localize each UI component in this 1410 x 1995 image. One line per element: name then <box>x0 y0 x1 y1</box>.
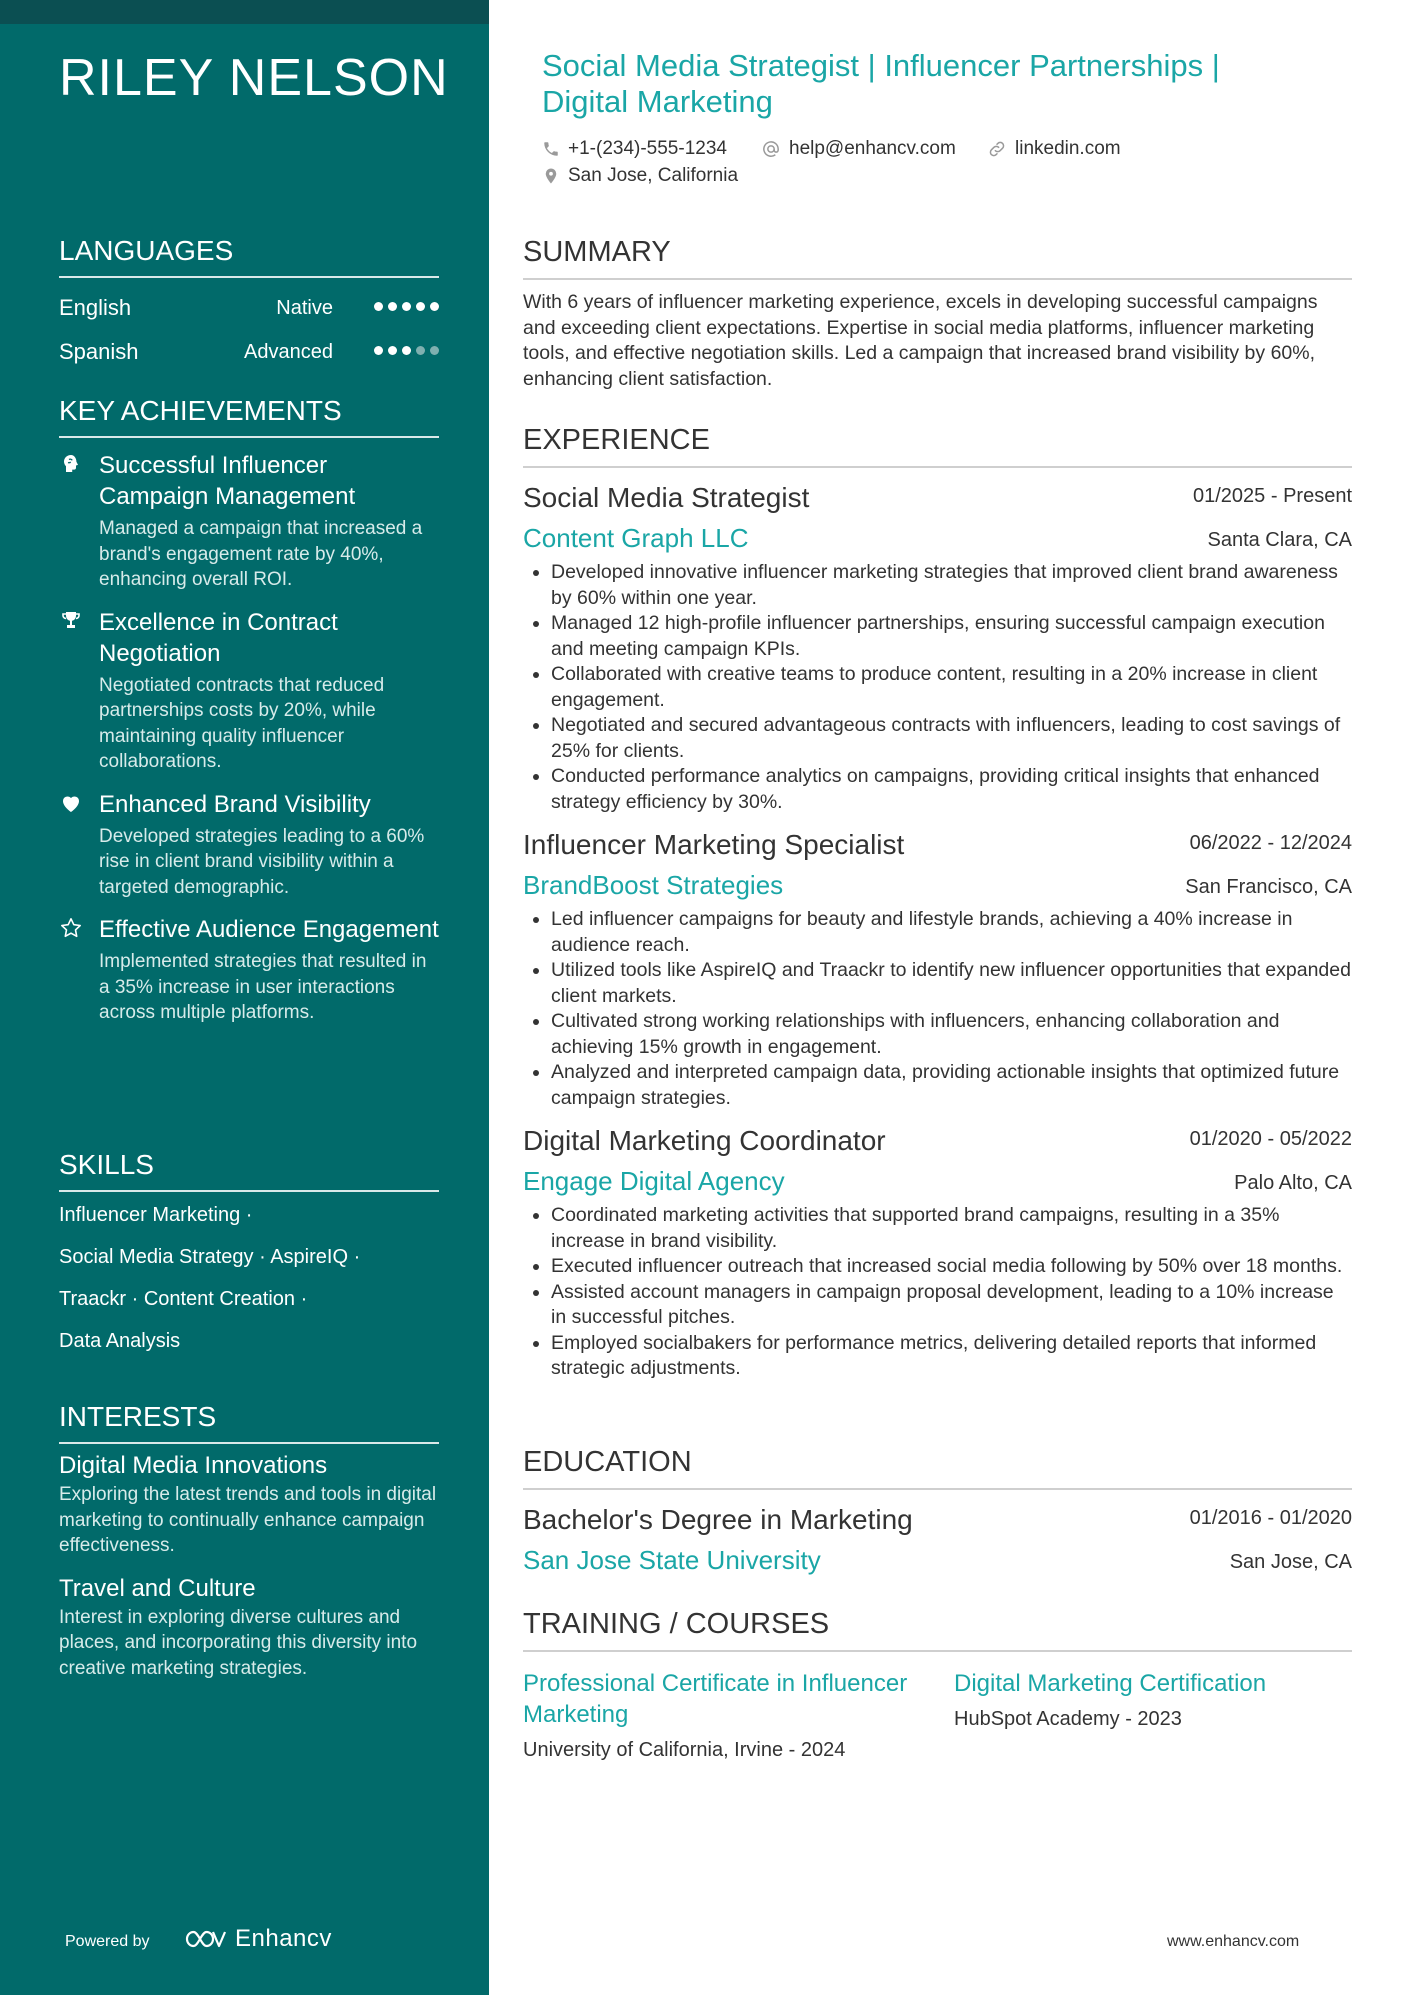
interest-description: Interest in exploring diverse cultures and places, and incorporating this diversity into creative marketing strategies. <box>59 1606 418 1679</box>
sidebar-top-bar <box>0 0 489 24</box>
course-item <box>523 1668 923 1764</box>
education-section <box>523 1444 1352 1580</box>
school-name: San Jose State University <box>523 1545 821 1575</box>
interest-description: Exploring the latest trends and tools in digital marketing to continually enhance campaign effectiveness. <box>59 1484 437 1556</box>
skill-line: Influencer Marketing · <box>59 1204 253 1226</box>
language-row <box>59 330 439 374</box>
degree-title: Bachelor's Degree in Marketing <box>523 1504 913 1535</box>
course-provider: HubSpot Academy - 2023 <box>954 1708 1182 1730</box>
summary-heading: SUMMARY <box>523 234 1352 280</box>
skills-heading: SKILLS <box>59 1148 439 1192</box>
job-bullets <box>523 1203 1352 1382</box>
enhancv-brand: Enhancv <box>235 1925 332 1952</box>
language-level: Native <box>276 297 333 319</box>
job-bullet: • Collaborated with creative teams to produce content, resulting in a 20% increase in client engagement. <box>551 662 1352 713</box>
rating-dot-filled <box>430 302 439 311</box>
skill-line: Traackr · Content Creation · <box>59 1288 308 1310</box>
rating-dot-filled <box>374 346 383 355</box>
job-location: San Francisco, CA <box>1185 876 1352 898</box>
job-bullet: • Developed innovative influencer marketing strategies that improved client brand awareness by 60% within one year. <box>551 560 1352 611</box>
job-dates: 06/2022 - 12/2024 <box>1189 832 1352 854</box>
summary-text: With 6 years of influencer marketing experience, excels in developing successful campaigns and exceeding client expectations. Expertise in social media platforms, influencer marketing tools, and effective negotiation skills. Led a campaign that increased brand visibility by 60%, enhancing client satisfaction. <box>523 291 1318 390</box>
sidebar <box>0 0 489 1995</box>
course-provider: University of California, Irvine - 2024 <box>523 1739 846 1761</box>
link-icon <box>987 139 1007 159</box>
job-bullets <box>523 560 1352 815</box>
job-bullet: • Analyzed and interpreted campaign data, providing actionable insights that optimized future campaign strategies. <box>551 1060 1352 1111</box>
language-name: Spanish <box>59 339 139 364</box>
education-heading: EDUCATION <box>523 1444 1352 1490</box>
rating-dot-empty <box>430 346 439 355</box>
achievement-description: Negotiated contracts that reduced partnerships costs by 20%, while maintaining quality influencer collaborations. <box>99 674 385 772</box>
job-title: Social Media Strategist <box>523 482 810 513</box>
rating-dot-filled <box>388 302 397 311</box>
rating-dot-empty <box>416 346 425 355</box>
achievement-title: Enhanced Brand Visibility <box>99 790 371 818</box>
languages-section <box>59 234 439 374</box>
school-location: San Jose, CA <box>1229 1551 1352 1573</box>
job-bullet: • Managed 12 high-profile influencer partnerships, ensuring successful campaign execution and meeting campaign KPIs. <box>551 611 1352 662</box>
experience-section <box>523 422 1352 1392</box>
contact-email[interactable] <box>761 136 956 162</box>
job-entry <box>523 1121 1352 1382</box>
job-bullet: • Coordinated marketing activities that supported brand campaigns, resulting in a 35% increase in brand visibility. <box>551 1203 1352 1254</box>
achievement-description: Developed strategies leading to a 60% rise in client brand visibility within a targeted demographic. <box>99 825 425 898</box>
heart-icon <box>59 791 83 815</box>
achievement-description: Managed a campaign that increased a brand's engagement rate by 40%, enhancing overall ROI. <box>99 518 423 590</box>
job-bullet: • Utilized tools like AspireIQ and Traackr to identify new influencer opportunities that expanded client markets. <box>551 958 1352 1009</box>
job-title: Digital Marketing Coordinator <box>523 1125 886 1156</box>
trophy-icon <box>59 609 83 633</box>
course-title: Digital Marketing Certification <box>954 1670 1267 1697</box>
course-title: Professional Certificate in Influencer Marketing <box>523 1670 908 1728</box>
achievement-item <box>59 607 439 775</box>
language-level: Advanced <box>244 341 333 363</box>
job-bullet: • Led influencer campaigns for beauty and lifestyle brands, achieving a 40% increase in audience reach. <box>551 907 1352 958</box>
interests-section <box>59 1400 439 1695</box>
rating-dot-filled <box>374 302 383 311</box>
at-icon <box>761 139 781 159</box>
skills-section <box>59 1148 439 1362</box>
job-bullet: • Conducted performance analytics on campaigns, providing critical insights that enhanced strategy efficiency by 30%. <box>551 764 1352 815</box>
job-location: Santa Clara, CA <box>1207 529 1352 551</box>
brain-icon <box>59 452 83 476</box>
language-row <box>59 286 439 330</box>
powered-by-label: Powered by <box>65 1933 150 1950</box>
job-bullet: • Cultivated strong working relationships with influencers, enhancing collaboration and achieving 15% growth in engagement. <box>551 1009 1352 1060</box>
achievement-title: Excellence in Contract Negotiation <box>99 608 338 667</box>
website-link[interactable]: www.enhancv.com <box>1167 1933 1300 1950</box>
achievement-description: Implemented strategies that resulted in a 35% increase in user interactions across multiple platforms. <box>99 951 427 1023</box>
job-bullet: • Negotiated and secured advantageous contracts with influencers, leading to cost savings of 25% for clients. <box>551 713 1352 764</box>
rating-dot-filled <box>402 302 411 311</box>
rating-dot-filled <box>416 302 425 311</box>
enhancv-logo[interactable] <box>183 1925 332 1953</box>
location-text: San Jose, California <box>568 165 739 186</box>
interest-title: Digital Media Innovations <box>59 1452 328 1479</box>
phone-text: +1-(234)-555-1234 <box>568 138 727 159</box>
job-bullet: • Employed socialbakers for performance metrics, delivering detailed reports that informed strategic adjustments. <box>551 1331 1352 1382</box>
language-rating <box>374 302 439 311</box>
skill-line: Social Media Strategy · AspireIQ · <box>59 1246 361 1268</box>
achievement-item <box>59 789 439 901</box>
interests-heading: INTERESTS <box>59 1400 439 1444</box>
language-rating <box>374 346 439 355</box>
location-pin-icon <box>542 166 560 186</box>
email-text: help@enhancv.com <box>789 138 956 159</box>
skill-line: Data Analysis <box>59 1330 181 1352</box>
summary-section <box>523 234 1352 392</box>
headline: Social Media Strategist | Influencer Partnerships | Digital Marketing <box>542 48 1220 119</box>
language-name: English <box>59 295 132 320</box>
job-company: BrandBoost Strategies <box>523 870 784 900</box>
star-icon <box>59 916 83 940</box>
languages-heading: LANGUAGES <box>59 234 439 278</box>
rating-dot-filled <box>388 346 397 355</box>
achievement-title: Successful Influencer Campaign Management <box>99 452 356 510</box>
contact-phone[interactable] <box>542 136 727 162</box>
job-dates: 01/2020 - 05/2022 <box>1189 1128 1352 1150</box>
job-company: Content Graph LLC <box>523 523 749 553</box>
achievement-item <box>59 914 439 1026</box>
contact-linkedin[interactable] <box>987 136 1121 162</box>
rating-dot-filled <box>402 346 411 355</box>
phone-icon <box>542 140 560 158</box>
achievement-title: Effective Audience Engagement <box>99 916 439 943</box>
linkedin-text: linkedin.com <box>1015 138 1121 159</box>
training-section <box>523 1606 1352 1766</box>
training-heading: TRAINING / COURSES <box>523 1606 1352 1652</box>
job-company: Engage Digital Agency <box>523 1166 785 1196</box>
job-entry <box>523 825 1352 1111</box>
job-dates: 01/2025 - Present <box>1193 485 1352 507</box>
achievement-item <box>59 450 439 593</box>
interest-title: Travel and Culture <box>59 1574 256 1602</box>
job-bullets <box>523 907 1352 1111</box>
experience-heading: EXPERIENCE <box>523 422 1352 468</box>
job-bullet: • Assisted account managers in campaign proposal development, leading to a 10% increase in successful pitches. <box>551 1280 1352 1331</box>
course-item <box>954 1668 1354 1733</box>
education-entry <box>523 1500 1352 1580</box>
enhancv-logo-icon <box>183 1927 229 1951</box>
job-location: Palo Alto, CA <box>1234 1172 1352 1194</box>
achievements-heading: KEY ACHIEVEMENTS <box>59 394 439 438</box>
job-bullet: • Executed influencer outreach that increased social media following by 50% over 18 months. <box>551 1254 1352 1280</box>
education-dates: 01/2016 - 01/2020 <box>1189 1507 1352 1529</box>
contact-location <box>542 163 738 189</box>
job-title: Influencer Marketing Specialist <box>523 829 905 860</box>
candidate-name: RILEY NELSON <box>59 49 449 107</box>
job-entry <box>523 478 1352 815</box>
achievements-section <box>59 394 439 1040</box>
